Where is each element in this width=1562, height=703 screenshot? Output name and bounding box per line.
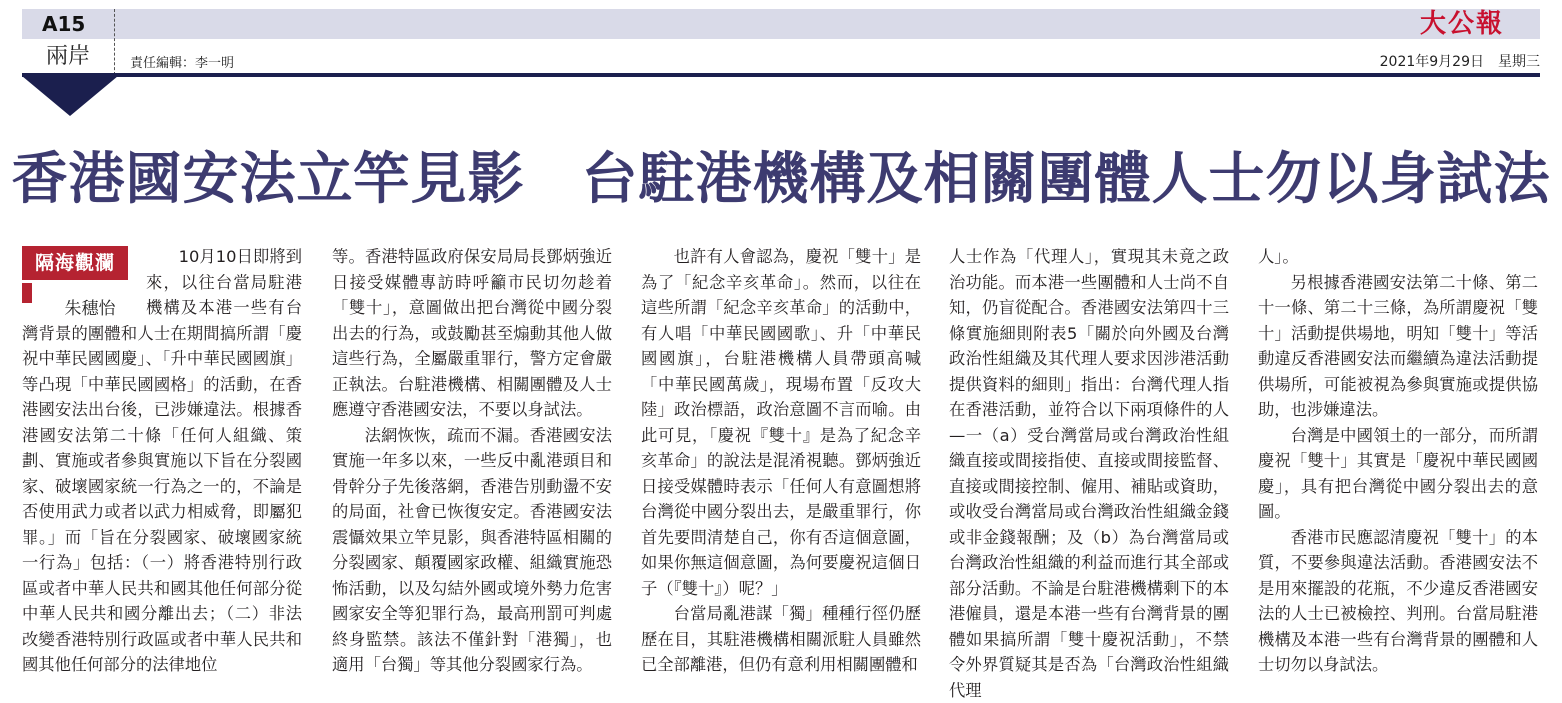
paragraph: 法網恢恢，疏而不漏。香港國安法實施一年多以來，一些反中亂港頭目和骨幹分子先後落網，香港告別動盪不安的局面，社會已恢復安定。香港國安法震懾效果立竿見影，與香港特區相關的分裂國家、顛覆國家政權、組織實施恐怖活動，以及勾結外國或境外勢力危害國家安全等犯罪行為，最高刑罰可判處終身監禁。該法不僅針對「港獨」，也適用「台獨」等其他分裂國家行為。 <box>332 425 612 674</box>
paragraph: 人士作為「代理人」，實現其未竟之政治功能。而本港一些團體和人士尚不自知，仍盲從配合。香港國安法第四十三條實施細則附表5「關於向外國及台灣政治性組織及其代理人要求因涉港活動提供資料的細則」指出：台灣代理人指在香港活動，並符合以下兩項條件的人—一（a）受台灣當局或台灣政治性組織直接或間接指使、直接或間接監督、直接或間接控制、僱用、補貼或資助，或收受台灣當局或台灣政治性組織金錢或非金錢報酬；及（b）為台灣當局或台灣政治性組織的利益而進行其全部或部分活動。不論是台駐港機構剩下的本港僱員，還是本港一些有台灣背景的團體如果搞所謂「雙十慶祝活動」，不禁令外界質疑其是否為「台灣政治性組織代理 <box>949 247 1229 700</box>
article-column-5 <box>1258 244 1538 678</box>
editor-credit: 責任編輯：李一明 <box>130 56 235 71</box>
paragraph: 等。香港特區政府保安局局長鄧炳強近日接受媒體專訪時呼籲市民切勿趁着「雙十」，意圖做出把台灣從中國分裂出去的行為，或鼓勵甚至煽動其他人做這些行為，全屬嚴重罪行，警方定會嚴正執法。台駐港機構、相關團體及人士應遵守香港國安法，不要以身試法。 <box>332 247 612 419</box>
column-tag: 隔海觀瀾 <box>22 246 128 280</box>
article-column-3 <box>641 244 921 678</box>
paragraph: 台當局亂港謀「獨」種種行徑仍歷歷在目，其駐港機構相關派駐人員雖然已全部離港，但仍有意利用相關團體和 <box>641 604 921 674</box>
paragraph: 也許有人會認為，慶祝「雙十」是為了「紀念辛亥革命」。然而，以往在這些所謂「紀念辛亥革命」的活動中，有人唱「中華民國國歌」、升「中華民國國旗」，台駐港機構人員帶頭高喊「中華民國萬歲」，現場布置「反攻大陸」政治標語，政治意圖不言而喻。由此可見，「慶祝『雙十』是為了紀念辛亥革命」的說法是混淆視聽。鄧炳強近日接受媒體時表示「任何人有意圖想將台灣從中國分裂出去，是嚴重罪行，你首先要問清楚自己，你有否這個意圖，如果你無這個意圖，為何要慶祝這個日子（『雙十』）呢？」 <box>641 247 921 598</box>
paragraph: 香港市民應認清慶祝「雙十」的本質，不要參與違法活動。香港國安法不是用來擺設的花瓶，不少違反香港國安法的人士已被檢控、判刑。台當局駐港機構及本港一些有台灣背景的團體和人士切勿以身試法。 <box>1258 527 1538 674</box>
paragraph: 10月10日即將到來，以往台當局駐港機構及本港一些有台灣背景的團體和人士在期間搞所謂「慶祝中華民國國慶」、「升中華民國國旗」等凸現「中華民國國格」的活動，在香港國安法出台後，已涉嫌違法。根據香港國安法第二十條「任何人組織、策劃、實施或者參與實施以下旨在分裂國家、破壞國家統一行為之一的，不論是否使用武力或者以武力相威脅，即屬犯罪。」而「旨在分裂國家、破壞國家統一行為」包括：（一）將香港特別行政區或者中華人民共和國其他任何部分從中華人民共和國分離出去；（二）非法改變香港特別行政區或者中華人民共和國其他任何部分的法律地位 <box>22 247 302 674</box>
header-rule <box>22 73 1540 77</box>
paragraph: 人」。 <box>1258 247 1299 266</box>
byline-wrap <box>22 244 146 318</box>
newspaper-logo: 大公報 <box>1420 9 1505 39</box>
paragraph: 另根據香港國安法第二十條、第二十一條、第二十三條，為所謂慶祝「雙十」活動提供場地，明知「雙十」等活動違反香港國安法而繼續為違法活動提供場所，可能被視為參與實施或提供協助，也涉嫌違法。 <box>1258 272 1538 419</box>
section-name: 兩岸 <box>45 44 90 69</box>
author-name: 朱穗怡 <box>64 299 116 319</box>
article-column-1 <box>22 244 302 678</box>
paragraph: 台灣是中國領土的一部分，而所謂慶祝「雙十」其實是「慶祝中華民國國慶」，具有把台灣從中國分裂出去的意圖。 <box>1258 425 1538 521</box>
issue-date: 2021年9月29日 星期三 <box>1379 54 1540 70</box>
headline: 香港國安法立竿見影 台駐港機構及相關團體人士勿以身試法 <box>11 147 1551 212</box>
page-number: A15 <box>42 12 86 36</box>
article-column-4 <box>949 244 1229 703</box>
header-triangle <box>22 76 118 116</box>
header-divider <box>114 9 115 75</box>
header-band <box>22 9 1540 39</box>
article-column-2 <box>332 244 612 678</box>
